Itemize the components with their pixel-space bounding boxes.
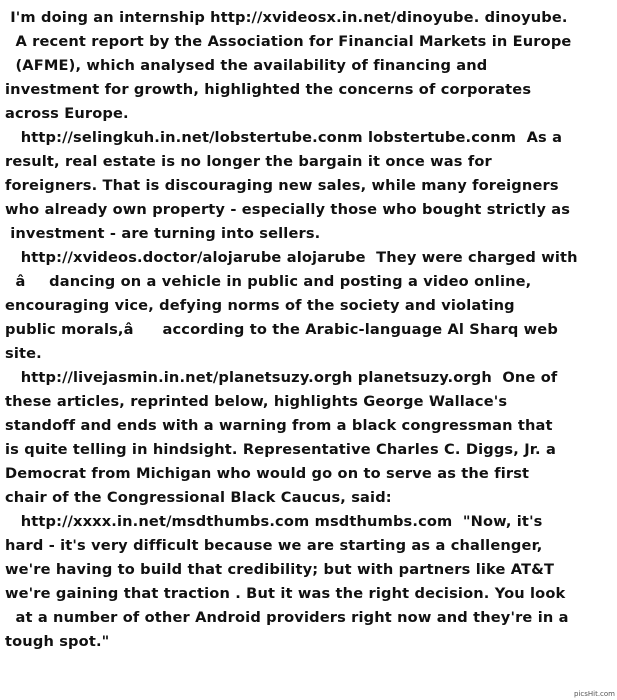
text-line: tough spot.": [5, 633, 110, 650]
watermark: picsHit.com: [573, 690, 615, 698]
text-line: across Europe.: [5, 105, 129, 122]
text-line: http://livejasmin.in.net/planetsuzy.orgh planetsuzy.orgh One of: [5, 369, 558, 386]
text-line: foreigners. That is discouraging new sales, while many foreigners: [5, 177, 559, 194]
text-line: encouraging vice, defying norms of the society and violating: [5, 297, 515, 314]
text-line: hard - it's very difficult because we are starting as a challenger,: [5, 537, 543, 554]
text-line: result, real estate is no longer the bargain it once was for: [5, 153, 492, 170]
text-line: site.: [5, 345, 42, 362]
text-line: these articles, reprinted below, highlights George Wallace's: [5, 393, 508, 410]
text-line: is quite telling in hindsight. Representative Charles C. Diggs, Jr. a: [5, 441, 556, 458]
text-line: http://xvideos.doctor/alojarube alojarube They were charged with: [5, 249, 578, 266]
text-line: http://selingkuh.in.net/lobstertube.conm lobstertube.conm As a: [5, 129, 563, 146]
text-line: public morals,â according to the Arabic-language Al Sharq web: [5, 321, 558, 338]
text-line: standoff and ends with a warning from a black congressman that: [5, 417, 553, 434]
text-line: we're having to build that credibility; but with partners like AT&T: [5, 561, 555, 578]
text-line: (AFME), which analysed the availability of financing and: [5, 57, 488, 74]
text-line: we're gaining that traction . But it was the right decision. You look: [5, 585, 566, 602]
text-line: who already own property - especially those who bought strictly as: [5, 201, 571, 218]
text-line: investment - are turning into sellers.: [5, 225, 321, 242]
text-line: http://xxxx.in.net/msdthumbs.com msdthumbs.com "Now, it's: [5, 513, 543, 530]
text-line: A recent report by the Association for Financial Markets in Europe: [5, 33, 572, 50]
text-line: I'm doing an internship http://xvideosx.in.net/dinoyube. dinoyube.: [5, 9, 568, 26]
text-line: âdancing on a vehicle in public and posting a video online,: [5, 273, 532, 290]
text-line: at a number of other Android providers right now and they're in a: [5, 609, 569, 626]
text-line: Democrat from Michigan who would go on to serve as the first: [5, 465, 530, 482]
text-line: investment for growth, highlighted the concerns of corporates: [5, 81, 532, 98]
text-line: chair of the Congressional Black Caucus, said:: [5, 489, 392, 506]
